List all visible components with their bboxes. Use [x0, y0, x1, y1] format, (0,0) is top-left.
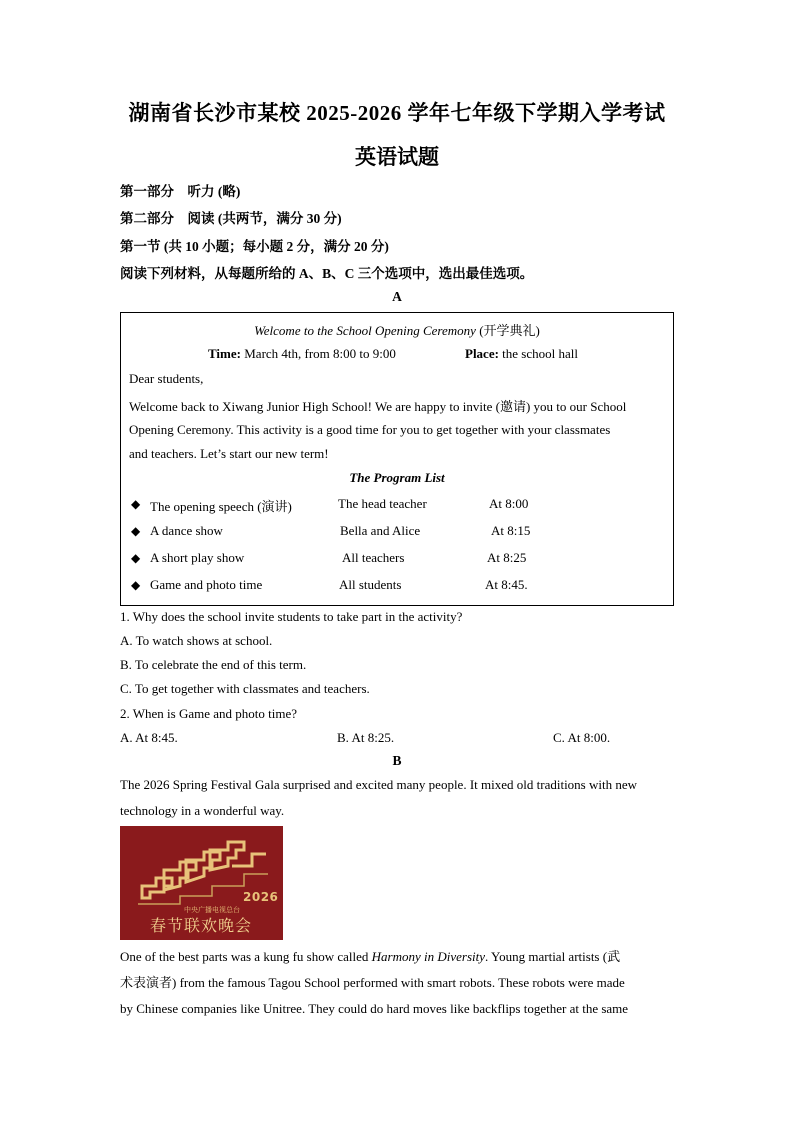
program-item: A dance show [150, 523, 223, 538]
instruction: 阅读下列材料，从每题所给的 A、B、C 三个选项中，选出最佳选项。 [120, 266, 534, 281]
question-option: A. At 8:45. [120, 730, 178, 745]
program-item: The opening speech (演讲) [150, 499, 292, 514]
notice-body-line: Opening Ceremony. This activity is a good time for you to get together with your classmates [129, 422, 611, 437]
diamond-bullet-icon: ◆ [131, 497, 141, 511]
gala-logo-image [120, 826, 283, 940]
logo-org: 中央广播电视总台 [184, 906, 240, 914]
passage-b-letter: B [392, 753, 402, 768]
intro-line: The 2026 Spring Festival Gala surprised and excited many people. It mixed old traditions with new [120, 777, 638, 792]
para-line: One of the best parts was a kung fu show called Harmony in Diversity. Young martial artists (武 [120, 949, 621, 964]
time-label: Time: [208, 346, 241, 361]
program-list-heading: The Program List [349, 470, 445, 485]
diamond-bullet-icon: ◆ [131, 551, 141, 565]
passage-b-intro [120, 772, 675, 824]
notice-body-line: Welcome back to Xiwang Junior High School! We are happy to invite (邀请) you to our School [129, 399, 627, 414]
notice-title-en: Welcome to the School Opening Ceremony [254, 323, 476, 338]
question-option: C. To get together with classmates and teachers. [120, 681, 370, 696]
question-option: A. To watch shows at school. [120, 633, 273, 648]
notice-body-line: and teachers. Let’s start our new term! [129, 446, 329, 461]
logo-year: 2026 [243, 890, 279, 904]
program-row [131, 523, 531, 539]
diamond-bullet-icon: ◆ [131, 524, 141, 538]
time-value: March 4th, from 8:00 to 9:00 [240, 346, 396, 361]
section1-heading: 第一节 (共 10 小题；每小题 2 分，满分 20 分) [120, 239, 389, 254]
program-time: At 8:00 [489, 496, 529, 511]
program-performer: Bella and Alice [340, 523, 421, 538]
program-item: A short play show [150, 550, 245, 565]
passage-b-paragraph [120, 944, 675, 1022]
question-option: B. At 8:25. [337, 730, 395, 745]
exam-subject: 英语试题 [355, 145, 439, 169]
program-performer: All teachers [342, 550, 405, 565]
program-performer: All students [339, 577, 402, 592]
intro-line: technology in a wonderful way. [120, 803, 285, 818]
logo-name: 春节联欢晚会 [150, 916, 253, 935]
question-stem: 2. When is Game and photo time? [120, 706, 298, 721]
para-line: 术表演者) from the famous Tagou School performed with smart robots. These robots were made [120, 975, 625, 990]
program-item: Game and photo time [150, 577, 263, 592]
question-option: C. At 8:00. [553, 730, 611, 745]
program-row [131, 496, 529, 514]
exam-title: 湖南省长沙市某校 2025-2026 学年七年级下学期入学考试 [128, 101, 666, 125]
question-option: B. To celebrate the end of this term. [120, 657, 307, 672]
question-stem: 1. Why does the school invite students to take part in the activity? [120, 609, 463, 624]
program-performer: The head teacher [338, 496, 427, 511]
part2-heading: 第二部分 阅读 (共两节，满分 30 分) [120, 211, 342, 226]
diamond-bullet-icon: ◆ [131, 578, 141, 592]
notice-box [120, 312, 674, 606]
notice-time [208, 346, 396, 362]
para-line: by Chinese companies like Unitree. They could do hard moves like backflips together at the same [120, 1001, 629, 1016]
part1-heading: 第一部分 听力 (略) [120, 184, 241, 199]
program-time: At 8:25 [487, 550, 527, 565]
notice-title [121, 320, 673, 339]
program-row [131, 577, 528, 593]
program-time: At 8:15 [491, 523, 531, 538]
program-row [131, 550, 527, 566]
notice-title-cn: (开学典礼) [475, 323, 540, 338]
place-label: Place: [465, 346, 499, 361]
passage-a-letter: A [392, 289, 402, 304]
notice-place [465, 346, 578, 362]
place-value: the school hall [498, 346, 578, 361]
program-time: At 8:45. [485, 577, 528, 592]
notice-greeting: Dear students, [129, 371, 204, 386]
